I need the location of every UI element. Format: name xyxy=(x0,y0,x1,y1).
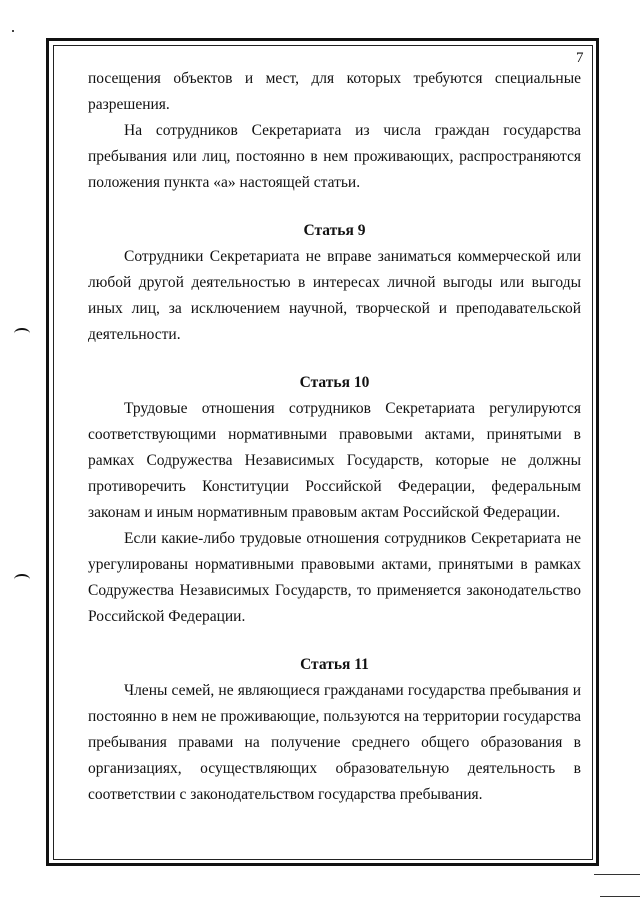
paragraph: Члены семей, не являющиеся гражданами государства пребывания и постоянно в нем не проживающие, пользуются на территории государства пребывания правами на получение среднего общего образования в организациях, осуществляющих образовательную деятельность в соответствии с законодательством государства пребывания. xyxy=(88,682,581,803)
binding-hole-mark xyxy=(14,328,30,339)
article-heading: Статья 9 xyxy=(303,222,366,239)
binding-hole-mark xyxy=(14,574,30,585)
paragraph: Трудовые отношения сотрудников Секретариата регулируются соответствующими нормативными правовыми актами, принятыми в рамках Содружества Независимых Государств, которые не должны противоречить Конституции Российской Федерации, федеральным законам и иным нормативным правовым актам Российской Федерации. xyxy=(88,400,581,521)
section-spacer xyxy=(88,630,581,652)
paragraph: Если какие-либо трудовые отношения сотрудников Секретариата не урегулированы нормативными правовыми актами, принятыми в рамках Содружества Независимых Государств, то применяется законодательство Российской Федерации. xyxy=(88,530,581,625)
paragraph: посещения объектов и мест, для которых требуются специальные разрешения. xyxy=(88,70,581,113)
document-body xyxy=(88,66,581,808)
scan-edge-line xyxy=(594,874,640,875)
paragraph: Сотрудники Секретариата не вправе заниматься коммерческой или любой другой деятельностью в интересах личной выгоды или выгоды иных лиц, за исключением научной, творческой и преподавательской деятельности. xyxy=(88,248,581,343)
section-spacer xyxy=(88,196,581,218)
article-heading: Статья 11 xyxy=(300,656,369,673)
scan-speck xyxy=(12,30,14,32)
section-spacer xyxy=(88,348,581,370)
article-heading: Статья 10 xyxy=(299,374,370,391)
paragraph: На сотрудников Секретариата из числа граждан государства пребывания или лиц, постоянно в нем проживающих, распространяются положения пункта «а» настоящей статьи. xyxy=(88,122,581,191)
scan-edge-line xyxy=(600,896,640,897)
page-number: 7 xyxy=(576,50,584,66)
